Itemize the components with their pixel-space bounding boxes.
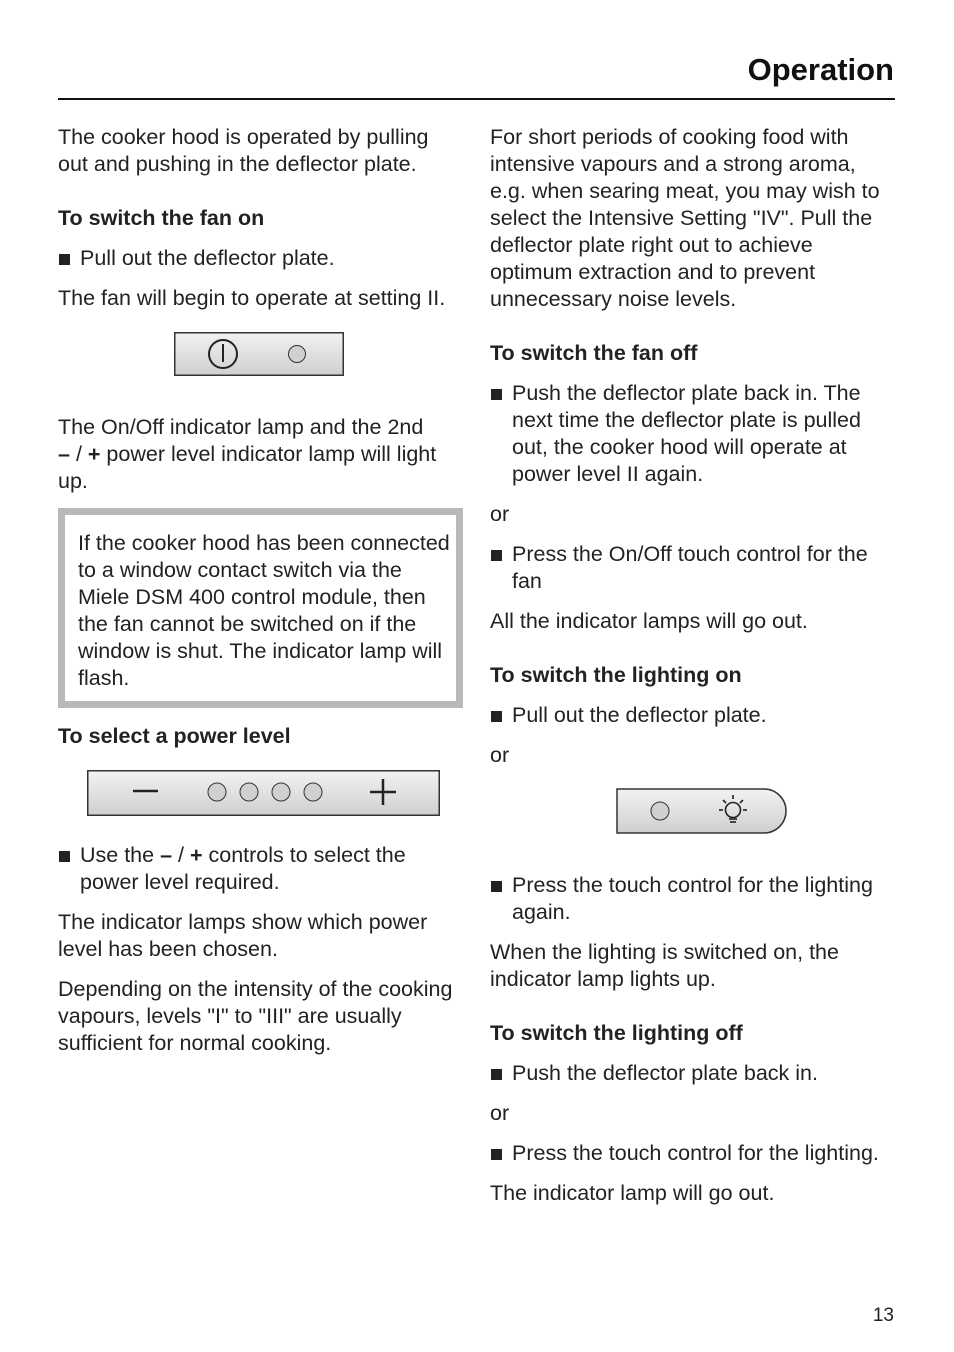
window-contact-note [58,508,463,708]
page-title: Operation [747,52,894,87]
fan-on-result: The fan will begin to operate at setting II. [58,286,446,310]
right-column [490,124,895,1220]
indicator-lamp-icon [208,783,226,801]
page-number: 13 [872,1305,894,1326]
light-on-result: When the lighting is switched on, the indicator lamp lights up. [490,940,839,991]
power-level-bullet: Use the – / + controls to select the power level required. [58,842,463,896]
power-level-para1: The indicator lamps show which power level has been chosen. [58,910,428,961]
indicator-lamp-icon [289,346,306,363]
light-on-or: or [490,743,510,767]
fan-on-heading: To switch the fan on [58,206,265,230]
light-control-panel [616,788,788,834]
intensive-text: For short periods of cooking food with intensive vapours and a strong aroma, e.g. when searing meat, you may wish to select the Intensive Setting "IV". Pull the deflector plate right out to achieve optimum extraction and to prevent unnecessary noise levels. [490,125,880,311]
fan-off-or: or [490,502,510,526]
onoff-control-panel [174,332,344,376]
indicator-lamp-icon [272,783,290,801]
indicator-lamp-icon [651,802,669,820]
light-on-bullet1: Pull out the deflector plate. [490,702,895,729]
light-off-bullet1: Push the deflector plate back in. [490,1060,895,1087]
lamps-text: The On/Off indicator lamp and the 2nd – / + power level indicator lamp will light up. [58,415,437,493]
light-off-heading: To switch the lighting off [490,1021,743,1045]
note-text: If the cooker hood has been connected to a window contact switch via the Miele DSM 400 control module, then the fan cannot be switched on if the window is shut. The indicator lamp will flash. [78,531,450,690]
left-column [58,124,463,1070]
light-on-bullet2: Press the touch control for the lighting again. [490,872,895,926]
indicator-lamp-icon [304,783,322,801]
fan-off-result: All the indicator lamps will go out. [490,609,808,633]
power-level-heading: To select a power level [58,724,291,748]
light-off-result: The indicator lamp will go out. [490,1181,775,1205]
power-level-para2: Depending on the intensity of the cooking vapours, levels "I" to "III" are usually sufficient for normal cooking. [58,977,453,1055]
fan-off-bullet1: Push the deflector plate back in. The next time the deflector plate is pulled out, the cooker hood will operate at power level II again. [490,380,895,488]
intro-text: The cooker hood is operated by pulling out and pushing in the deflector plate. [58,125,429,176]
fan-off-bullet2: Press the On/Off touch control for the fan [490,541,895,595]
light-off-or: or [490,1101,510,1125]
power-level-control-panel [87,770,440,816]
fan-off-heading: To switch the fan off [490,341,698,365]
header-divider [58,98,895,100]
indicator-lamp-icon [240,783,258,801]
fan-on-bullet: Pull out the deflector plate. [58,245,463,272]
light-off-bullet2: Press the touch control for the lighting. [490,1140,895,1167]
light-on-heading: To switch the lighting on [490,663,742,687]
